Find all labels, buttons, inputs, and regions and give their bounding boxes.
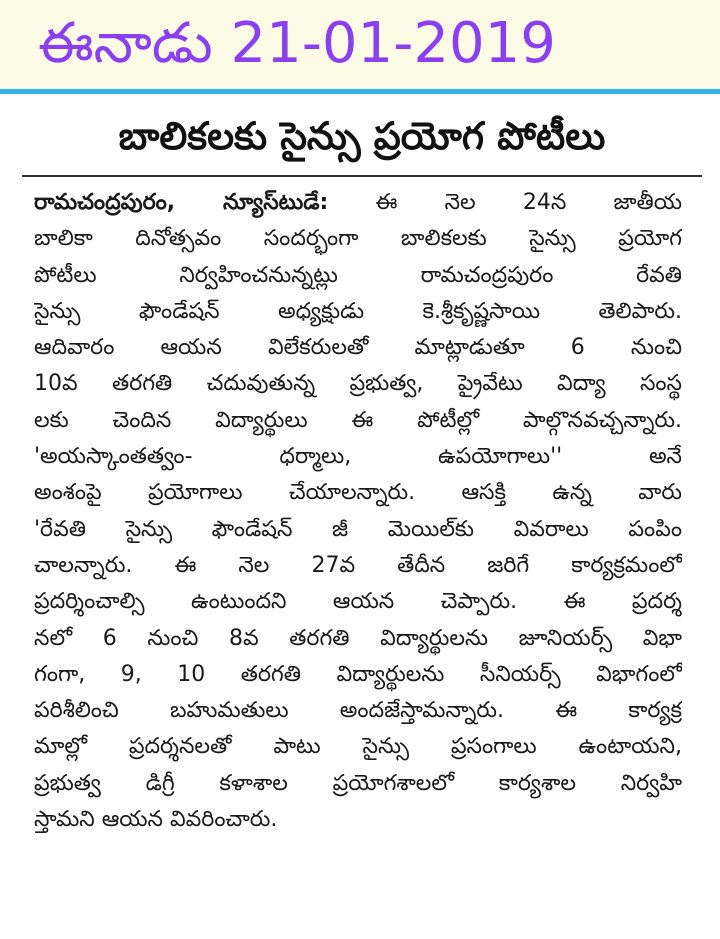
article-line: ప్రదర్శించాల్సి ఉంటుందని ఆయన చెప్పారు. ఈ ప్రదర్శ — [34, 589, 682, 615]
article-line: చాలన్నారు. ఈ నెల 27వ తేదీన జరిగే కార్యక్రమంలో — [34, 552, 682, 578]
article-body — [34, 185, 682, 838]
article-line: పరిశీలించి బహుమతులు అందజేస్తామన్నారు. ఈ కార్యక్ర — [34, 698, 682, 724]
newspaper-title: ఈనాడు 21-01-2019 — [38, 11, 556, 76]
article-line: పోటీలు నిర్వహించనున్నట్లు రామచంద్రపురం రేవతి — [34, 262, 682, 288]
headline-divider — [22, 175, 702, 177]
article-dateline: రామచంద్రపురం, న్యూస్‌టుడే: — [34, 190, 329, 215]
article-line: మాల్లో ప్రదర్శనలతో పాటు సైన్సు ప్రసంగాలు ఉంటాయని, — [34, 734, 682, 760]
article-line: అంశంపై ప్రయోగాలు చేయాలన్నారు. ఆసక్తి ఉన్న వారు — [34, 480, 682, 506]
article-line: 'రేవతి సైన్సు ఫౌండేషన్ జీ మెయిల్‌కు వివరాలు పంపిం — [34, 516, 682, 542]
article-line — [34, 185, 682, 221]
article-line: నలో 6 నుంచి 8వ తరగతి విద్యార్థులను జూనియర్స్ విభా — [34, 625, 682, 651]
article-line: 'అయస్కాంతత్వం- ధర్మాలు, ఉపయోగాలు'' అనే — [34, 444, 682, 470]
header-band — [0, 0, 720, 92]
article-line: గంగా, 9, 10 తరగతి విద్యార్థులను సీనియర్స్ విభాగంలో — [34, 661, 682, 687]
article-line: బాలికా దినోత్సవం సందర్భంగా బాలికలకు సైన్సు ప్రయోగ — [34, 226, 682, 252]
article-headline: బాలికలకు సైన్సు ప్రయోగ పోటీలు — [118, 114, 606, 158]
article-line: సైన్సు ఫౌండేషన్ అధ్యక్షుడు కె.శ్రీకృష్ణసాయి తెలిపారు. — [34, 298, 682, 324]
article-line: లకు చెందిన విద్యార్థులు ఈ పోటీల్లో పాల్గొనవచ్చన్నారు. — [34, 407, 682, 433]
header-divider — [0, 89, 720, 94]
article-line: స్తామని ఆయన వివరించారు. — [34, 807, 278, 833]
article-line: ప్రభుత్వ డిగ్రీ కళాశాల ప్రయోగశాలలో కార్యశాల నిర్వహి — [34, 770, 682, 796]
article-line: 10వ తరగతి చదువుతున్న ప్రభుత్వ, ప్రైవేటు విద్యా సంస్థ — [34, 371, 682, 397]
article-line-text: ఈ నెల 24న జాతీయ — [328, 190, 682, 215]
article-line: ఆదివారం ఆయన విలేకరులతో మాట్లాడుతూ 6 నుంచి — [34, 335, 682, 361]
news-clipping — [12, 100, 712, 930]
